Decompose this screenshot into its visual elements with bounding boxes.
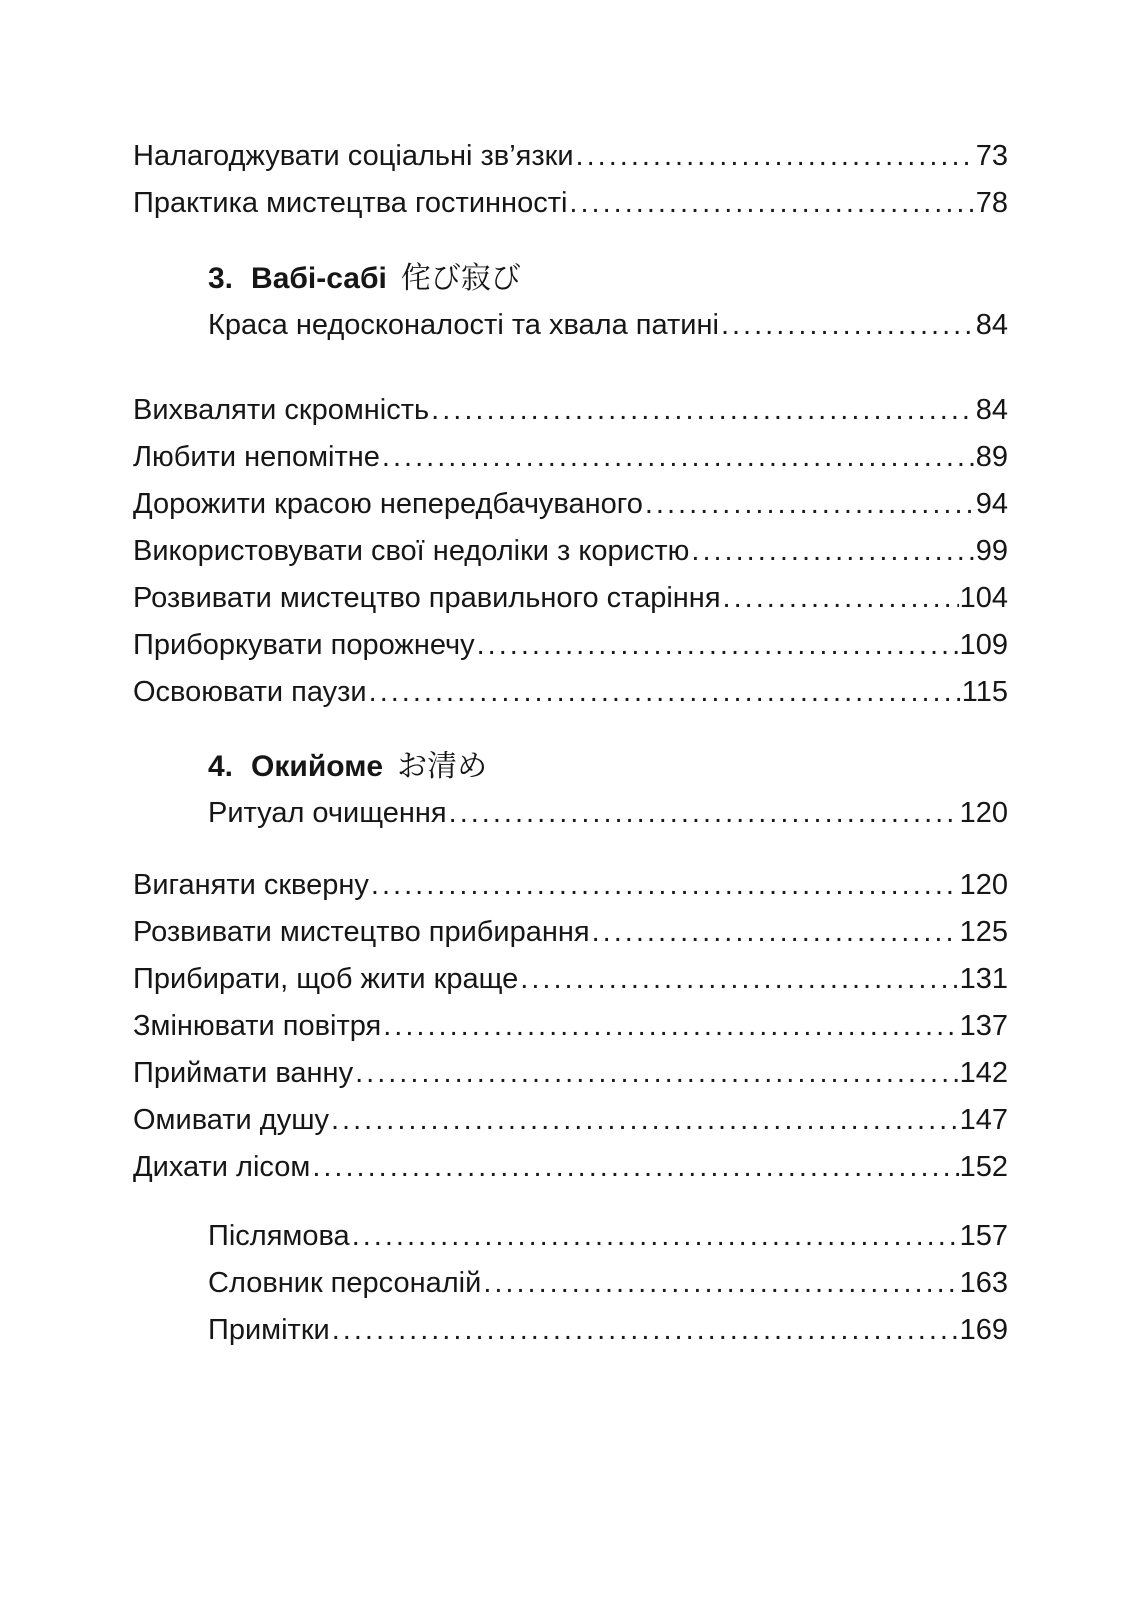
toc-entry-page: 99 <box>975 535 1008 567</box>
dot-leader <box>569 180 974 227</box>
toc-entry <box>133 180 1008 227</box>
toc-entry <box>133 1097 1008 1144</box>
toc-entry <box>133 528 1008 575</box>
dot-leader <box>382 434 975 481</box>
dot-leader <box>331 1097 959 1144</box>
toc-entry-page: 115 <box>961 676 1008 708</box>
toc-backmatter-entry <box>133 1260 1008 1307</box>
dot-leader <box>592 909 959 956</box>
toc-entry-page: 157 <box>959 1220 1008 1252</box>
toc-entry-page: 137 <box>959 1010 1008 1042</box>
dot-leader <box>520 956 958 1003</box>
toc-entry <box>133 909 1008 956</box>
dot-leader <box>332 1307 959 1354</box>
toc-entry-label: Дихати лісом <box>133 1151 311 1183</box>
toc-entry-page: 120 <box>959 797 1008 829</box>
toc-entry <box>133 1050 1008 1097</box>
toc-entry <box>133 133 1008 180</box>
toc-entry-label: Освоювати паузи <box>133 676 367 708</box>
dot-leader <box>312 1144 958 1191</box>
toc-entry-page: 152 <box>959 1151 1008 1183</box>
dot-leader <box>723 575 959 622</box>
dot-leader <box>431 387 975 434</box>
toc-entry-label: Змінювати повітря <box>133 1010 382 1042</box>
toc-entry-page: 84 <box>975 309 1008 341</box>
toc-entry-label: Приймати ванну <box>133 1057 354 1089</box>
toc-entry-label: Прибирати, щоб жити краще <box>133 963 519 995</box>
section-gap <box>133 1191 1008 1213</box>
toc-entry-label: Приборкувати порожнечу <box>133 629 475 661</box>
dot-leader <box>477 622 959 669</box>
toc-section-subtitle <box>133 790 1008 837</box>
toc-entry-label: Дорожити красою непередбачуваного <box>133 488 643 520</box>
toc-entry-label: Краса недосконалості та хвала патині <box>208 309 719 341</box>
dot-leader <box>369 669 961 716</box>
dot-leader <box>645 481 975 528</box>
toc-entry-page: 73 <box>975 140 1008 172</box>
toc-entry-label: Використовувати свої недоліки з користю <box>133 535 690 567</box>
toc-entry-page: 131 <box>959 963 1008 995</box>
toc-entry-label: Вихваляти скромність <box>133 394 430 426</box>
toc-section-subtitle <box>133 302 1008 349</box>
section-gap <box>133 349 1008 387</box>
toc-entry <box>133 1003 1008 1050</box>
toc-entry <box>133 434 1008 481</box>
toc-entry-page: 125 <box>959 916 1008 948</box>
toc-entry-label: Примітки <box>208 1314 330 1346</box>
toc-entry-page: 89 <box>975 441 1008 473</box>
toc-entry-label: Налагоджувати соціальні зв’язки <box>133 140 574 172</box>
toc-backmatter-entry <box>133 1213 1008 1260</box>
section-gap <box>133 837 1008 862</box>
toc-entry <box>133 387 1008 434</box>
dot-leader <box>449 790 959 837</box>
dot-leader <box>576 133 975 180</box>
section-title-japanese: 侘び寂び <box>400 262 521 295</box>
toc-entry <box>133 481 1008 528</box>
toc-entry <box>133 862 1008 909</box>
section-title: Вабі-сабі <box>251 262 387 295</box>
toc-entry <box>133 1144 1008 1191</box>
dot-leader <box>352 1213 959 1260</box>
toc-entry-page: 142 <box>959 1057 1008 1089</box>
toc-entry-label: Практика мистецтва гостинності <box>133 187 568 219</box>
dot-leader <box>383 1003 958 1050</box>
toc-entry-page: 169 <box>959 1314 1008 1346</box>
toc-entry-page: 84 <box>975 394 1008 426</box>
table-of-contents <box>133 133 1008 1354</box>
dot-leader <box>371 862 959 909</box>
toc-entry <box>133 669 1008 716</box>
toc-entry-page: 109 <box>959 629 1008 661</box>
section-gap <box>133 227 1008 255</box>
toc-entry-page: 147 <box>959 1104 1008 1136</box>
toc-entry-label: Любити непомітне <box>133 441 380 473</box>
section-number: 4. <box>208 750 234 783</box>
toc-entry-label: Виганяти скверну <box>133 869 369 901</box>
dot-leader <box>721 302 975 349</box>
dot-leader <box>691 528 974 575</box>
toc-entry-label: Словник персоналій <box>208 1267 482 1299</box>
toc-entry-page: 120 <box>959 869 1008 901</box>
section-number: 3. <box>208 262 234 295</box>
toc-section-heading-3 <box>133 255 1008 302</box>
toc-entry-page: 163 <box>959 1267 1008 1299</box>
section-title-japanese: お清め <box>397 750 488 783</box>
toc-section-heading-4 <box>133 743 1008 790</box>
toc-entry-label: Розвивати мистецтво прибирання <box>133 916 590 948</box>
toc-entry <box>133 956 1008 1003</box>
toc-entry <box>133 575 1008 622</box>
section-gap <box>133 716 1008 743</box>
toc-entry-label: Післямова <box>208 1220 350 1252</box>
toc-entry-label: Омивати душу <box>133 1104 329 1136</box>
toc-entry-page: 104 <box>959 582 1008 614</box>
toc-entry-page: 94 <box>975 488 1008 520</box>
toc-entry-label: Ритуал очищення <box>208 797 447 829</box>
toc-entry-label: Розвивати мистецтво правильного старіння <box>133 582 721 614</box>
toc-backmatter-entry <box>133 1307 1008 1354</box>
dot-leader <box>483 1260 958 1307</box>
toc-entry <box>133 622 1008 669</box>
dot-leader <box>355 1050 959 1097</box>
section-title: Окийоме <box>251 750 384 783</box>
toc-entry-page: 78 <box>975 187 1008 219</box>
